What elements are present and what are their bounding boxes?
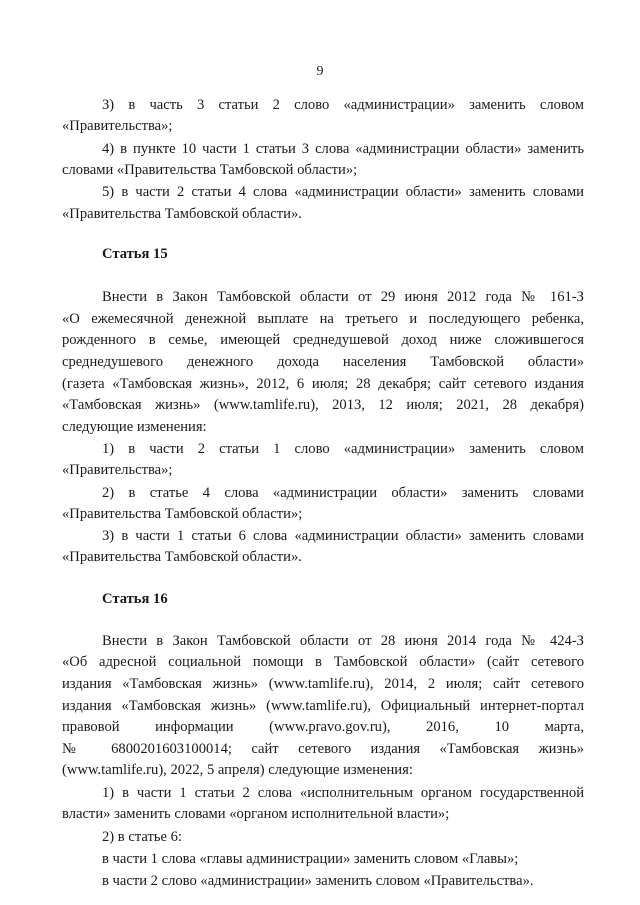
text-line: (www.tamlife.ru), 2022, 5 апреля) следующие изменения: [62, 762, 413, 778]
text-line: «О ежемесячной денежной выплате на третьего и последующего ребенка, [62, 311, 584, 327]
text-line: Внести в Закон Тамбовской области от 28 июня 2014 года № 424-З [102, 633, 584, 649]
text-line: 2) в статье 6: [102, 829, 182, 845]
text-line: (газета «Тамбовская жизнь», 2012, 6 июля; 28 декабря; сайт сетевого издания [62, 376, 584, 392]
text-line: 2) в статье 4 слова «администрации области» заменить словами [102, 485, 584, 501]
text-line: среднедушевого денежного дохода населения Тамбовской области» [62, 354, 584, 370]
text-line: «Правительства Тамбовской области». [62, 549, 302, 565]
text-line: власти» заменить словами «органом исполнительной власти»; [62, 806, 450, 822]
text-line: 4) в пункте 10 части 1 статьи 3 слова «администрации области» заменить [102, 141, 584, 157]
text-line: «Тамбовская жизнь» (www.tamlife.ru), 2013, 12 июля; 2021, 28 декабря) [62, 397, 584, 413]
text-line: издания «Тамбовская жизнь» (www.tamlife.ru), Официальный интернет-портал [62, 698, 584, 714]
text-line: в части 1 слова «главы администрации» заменить словом «Главы»; [102, 851, 519, 867]
text-line: «Правительства»; [62, 462, 173, 478]
text-line: «Правительства Тамбовской области»; [62, 506, 303, 522]
text-line: рожденного в семье, имеющей среднедушевой доход ниже сложившегося [62, 332, 584, 348]
text-line: 3) в часть 3 статьи 2 слово «администрации» заменить словом [102, 97, 584, 113]
article-heading: Статья 15 [102, 246, 168, 262]
article-heading: Статья 16 [102, 591, 168, 607]
text-line: 1) в части 2 статьи 1 слово «администрации» заменить словом [102, 441, 584, 457]
text-line: 5) в части 2 статьи 4 слова «администрации области» заменить словами [102, 184, 584, 200]
text-line: «Об адресной социальной помощи в Тамбовской области» (сайт сетевого [62, 654, 584, 670]
text-line: 1) в части 1 статьи 2 слова «исполнительным органом государственной [102, 785, 584, 801]
text-line: «Правительства»; [62, 118, 173, 134]
text-line: «Правительства Тамбовской области». [62, 206, 302, 222]
text-line: Внести в Закон Тамбовской области от 29 июня 2012 года № 161-З [102, 289, 584, 305]
text-line: словами «Правительства Тамбовской области»; [62, 162, 358, 178]
text-line: 3) в части 1 статьи 6 слова «администрации области» заменить словами [102, 528, 584, 544]
text-line: следующие изменения: [62, 419, 207, 435]
text-line: в части 2 слово «администрации» заменить словом «Правительства». [102, 873, 534, 889]
text-line: правовой информации (www.pravo.gov.ru), 2016, 10 марта, [62, 719, 584, 735]
text-line: издания «Тамбовская жизнь» (www.tamlife.ru), 2014, 2 июля; сайт сетевого [62, 676, 584, 692]
page-number: 9 [316, 64, 324, 79]
text-line: № 6800201603100014; сайт сетевого издания «Тамбовская жизнь» [62, 741, 584, 757]
